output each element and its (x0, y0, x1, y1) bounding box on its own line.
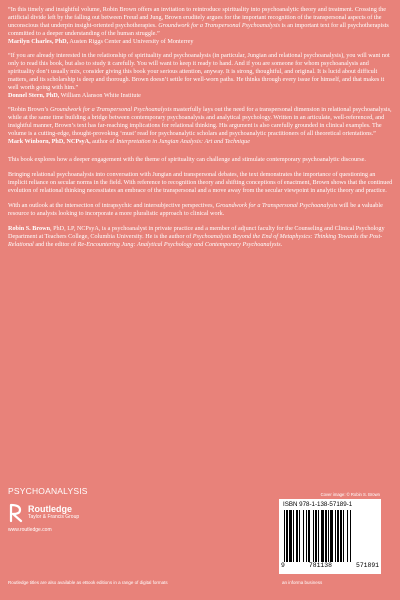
back-cover-text (8, 6, 394, 256)
description-paragraph: Bringing relational psychoanalysis into conversation with Jungian and transpersonal debates, the text demonstrates the importance of questioning an implicit reliance on secular norms in the field. With reference to recognition theory and shifting conceptions of enactment, Brown shows that the continued evolution of relational thinking necessitates an embrace of the transpersonal and a move away from the secular viewpoint in analytic theory and practice. (8, 171, 393, 194)
publisher-url: www.routledge.com (8, 527, 52, 533)
informa-tagline: an informa business (282, 580, 323, 585)
endorsement-attribution: Donnel Stern, PhD, William Alanson White Institute (8, 92, 141, 99)
publisher-name: Routledge (28, 504, 72, 514)
description-paragraph: This book explores how a deeper engagement with the theme of spirituality can challenge and stimulate contemporary psychoanalytic discourse. (8, 156, 366, 163)
isbn-label: ISBN 978-1-138-57189-1 (283, 501, 353, 508)
cover-credit: Cover image: © Robin S. Brown (320, 492, 380, 497)
publisher-logo (8, 502, 118, 524)
endorsement-text: “Robin Brown’s Groundwork for a Transpersonal Psychoanalysis masterfully lays out the need for a transpersonal dimension in relational psychoanalysis, while at the same time building a bridge between contemporary psychoanalysis and analytical psychology. Written in an articulate, well-referenced, and insightful manner, Brown’s text has far-reaching implications for relational thinking. His argument is also carefully grounded in clinical examples. The volume is a cutting-edge, thought-provoking ‘must’ read for psychoanalytic scholars and psychoanalytic practitioners of all theoretical orientations.” (8, 106, 392, 137)
description-paragraph: With an outlook at the intersection of intrapsychic and intersubjective perspectives, Groundwork for a Transpersonal Psychoanalysis will be a valuable resource to analysts looking to incorporate a more pluralistic approach to clinical work. (8, 202, 383, 217)
endorsement-stern (8, 52, 394, 100)
book-title: Groundwork for a Transpersonal Psychoanalysis (49, 106, 172, 113)
author-bio: Robin S. Brown, PhD, LP, NCPsyA, is a psychoanalyst in private practice and a member of adjunct faculty for the Counseling and Clinical Psychology Department at Teachers College, Columbia University. He is the author of Psychoanalysis Beyond the End of Metaphysics: Thinking Towards the Post-Relational and the editor of Re-Encountering Jung: Analytical Psychology and Contemporary Psychoanalysis. (8, 225, 385, 248)
endorsement-text: “If you are already interested in the relationship of spirituality and psychoanalysis (in particular, Jungian and relational psychoanalysis), you will want not only to read this book, but also to study it carefully. You will want to keep it ready to hand. And if you are someone for whom psychoanalysis and spirituality don’t usually mix, consider giving this book your serious attention, anyway. It is strong, thoughtful, and original. It is lucid about difficult matters, and its scholarship is deep and thorough. Brown doesn’t settle for well-worn paths. He thinks through every issue for himself, and that makes it well worth going with him.” (8, 52, 390, 91)
author-name: Robin S. Brown (8, 225, 51, 232)
ebook-note: Routledge titles are also available as eBook editions in a range of digital formats (8, 580, 168, 585)
endorsement-attribution: Mark Winborn, PhD, NCPsyA, author of Interpretation in Jungian Analysis: Art and Technique (8, 138, 250, 145)
endorsement-attribution: Marilyn Charles, PhD, Austen Riggs Center and University of Monterrey (8, 38, 194, 45)
endorsement-winborn (8, 106, 394, 146)
barcode-digits: 9 781138 571891 (281, 562, 379, 569)
subject-category: PSYCHOANALYSIS (8, 486, 88, 496)
book-title: Groundwork for a Transpersonal Psychoanalysis (158, 22, 280, 29)
barcode-icon (283, 510, 377, 562)
routledge-logo-icon (8, 503, 24, 523)
endorsement-charles (8, 6, 394, 46)
endorsement-text: “In this timely and insightful volume, Robin Brown offers an invitation to reintroduce spirituality into psychoanalytic theory and treatment. Crossing the artificial divide left by the falling out between Freud and Jung, Brown eruditely argues for the important recognition of the transpersonal aspects of the unconscious that underpin insight-oriented psychotherapies. Groundwork for a Transpersonal Psychoanalysis is an important text for all psychotherapists committed to a deeper understanding of the human struggle.” (8, 6, 389, 37)
publisher-group: Taylor & Francis Group (28, 514, 80, 520)
isbn-barcode (279, 499, 381, 574)
